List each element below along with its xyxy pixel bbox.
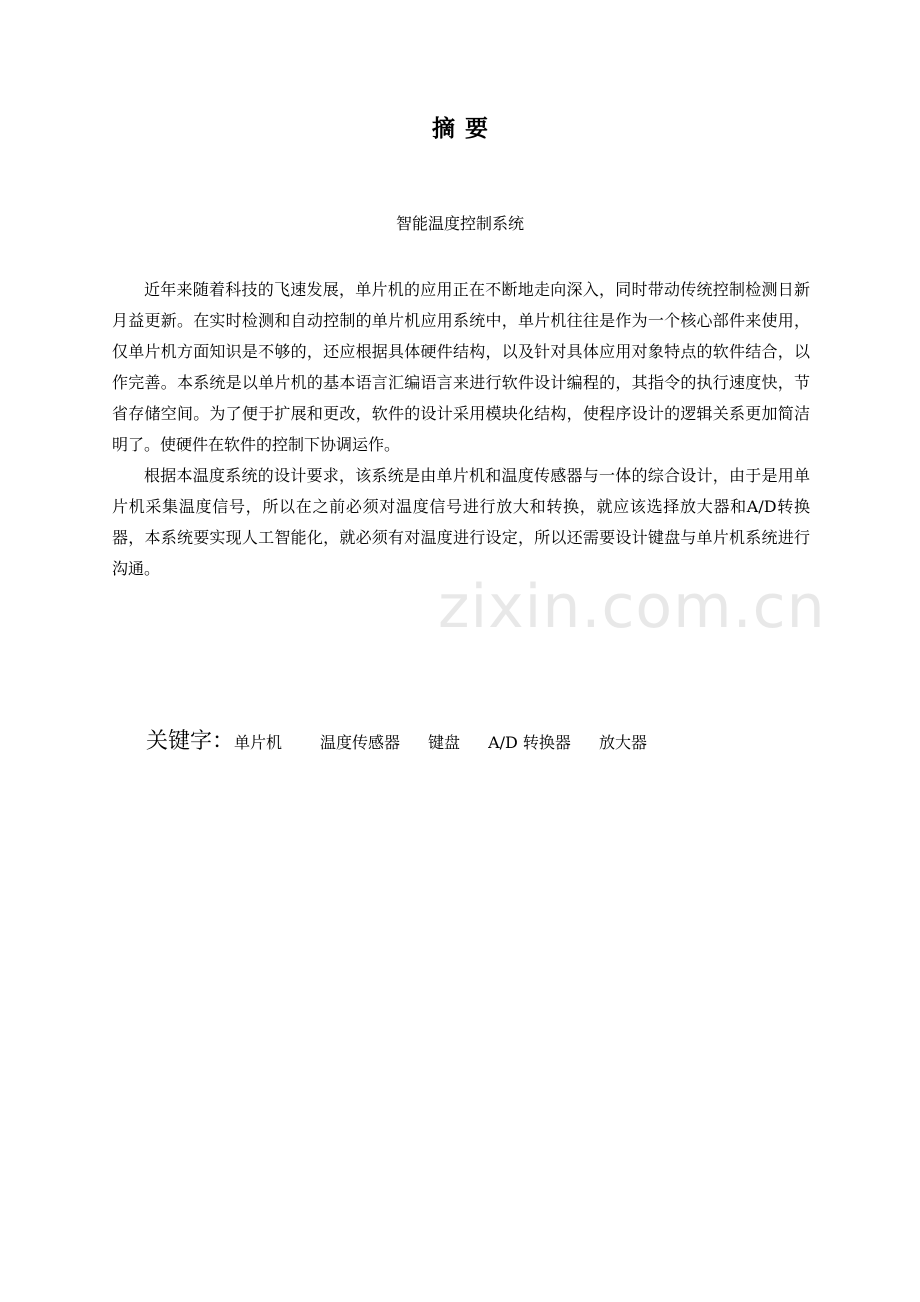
watermark: zixin.com.cn <box>438 572 826 642</box>
document-subtitle: 智能温度控制系统 <box>395 214 524 233</box>
keyword-item: 放大器 <box>598 733 647 752</box>
keyword-item: 键盘 <box>428 733 461 752</box>
abstract-heading: 摘要 <box>432 116 498 142</box>
abstract-paragraph-2: 根据本温度系统的设计要求，该系统是由单片机和温度传感器与一体的综合设计，由于是用单片机采集温度信号，所以在之前必须对温度信号进行放大和转换，就应该选择放大器和A/D转换器，本系统要实现人工智能化，就必须有对温度进行设定，所以还需要设计键盘与单片机系统进行沟通。 <box>112 466 810 578</box>
keywords-label: 关键字： <box>146 729 235 754</box>
abstract-body <box>112 274 810 584</box>
keyword-item: 温度传感器 <box>320 733 401 752</box>
keyword-item: A/D 转换器 <box>488 733 571 752</box>
abstract-paragraph-1: 近年来随着科技的飞速发展，单片机的应用正在不断地走向深入，同时带动传统控制检测日新月益更新。在实时检测和自动控制的单片机应用系统中，单片机往往是作为一个核心部件来使用，仅单片机方面知识是不够的，还应根据具体硬件结构，以及针对具体应用对象特点的软件结合，以作完善。本系统是以单片机的基本语言汇编语言来进行软件设计编程的，其指令的执行速度快，节省存储空间。为了便于扩展和更改，软件的设计采用模块化结构，使程序设计的逻辑关系更加简洁明了。使硬件在软件的控制下协调运作。 <box>112 280 810 454</box>
keywords-line <box>146 724 647 755</box>
keyword-item: 单片机 <box>234 733 283 752</box>
